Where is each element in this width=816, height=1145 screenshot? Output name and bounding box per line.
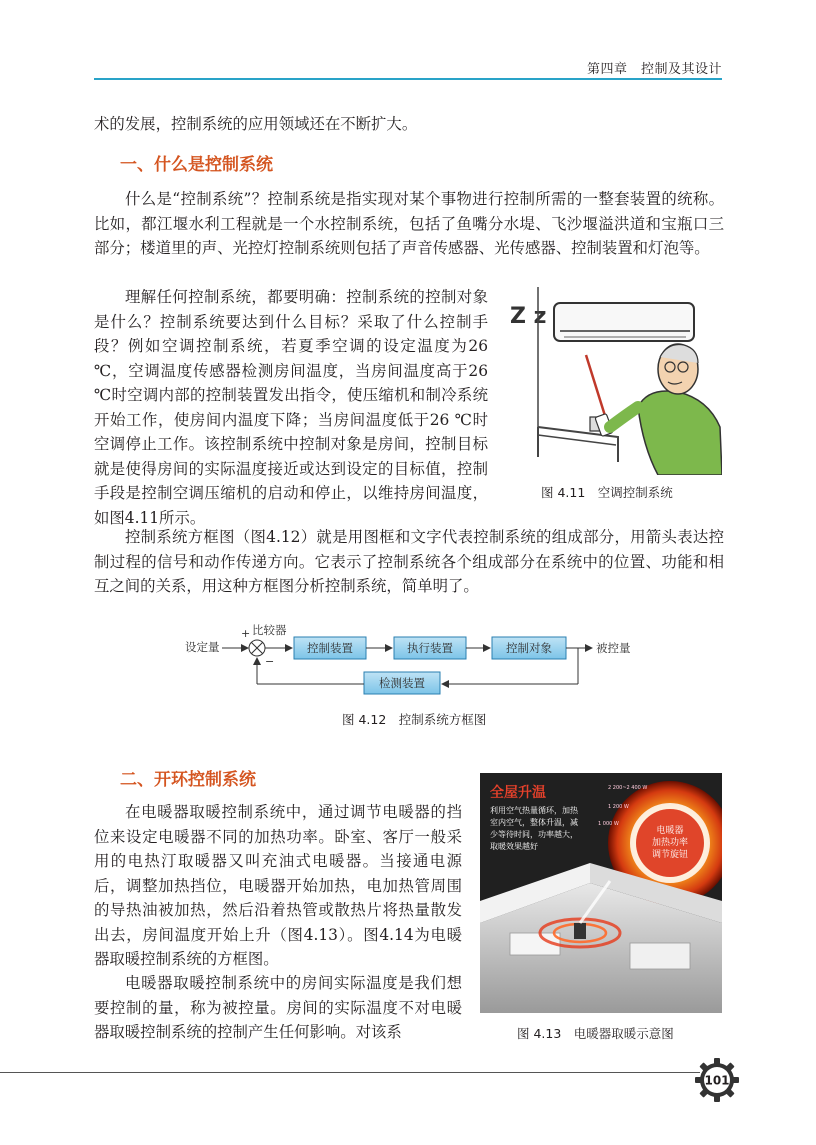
image-text-3: 少等待时间，功率越大， (490, 830, 578, 839)
sleep-zz: Z z (510, 304, 547, 329)
section2-paragraph-1: 在电暖器取暖控制系统中，通过调节电暖器的挡位来设定电暖器不同的加热功率。卧室、客厅一般采用的电热汀取暖器又叫充油式电暖器。当接通电源后，调整加热挡位，电暖器开始加热，电加热管周围的导热油被加热，然后沿着热管或散热片将热量散发出去，房间温度开始上升（图4.13）。图4.14为电暖器取暖控制系统的方框图。 (94, 803, 462, 968)
section-heading-2: 二、开环控制系统 (120, 770, 256, 790)
page-number-gear (694, 1057, 740, 1103)
section1-paragraph-3: 控制系统方框图（图4.12）就是用图框和文字代表控制系统的组成部分，用箭头表达控制过程的信号和动作传递方向。它表示了控制系统各个组成部分在系统中的位置、功能和相互之间的关系，用这种方框图分析控制系统，简单明了。 (94, 528, 724, 595)
page-number: 101 (704, 1073, 730, 1088)
image-text-1: 利用空气热量循环，加热 (490, 806, 578, 815)
header-rule (94, 78, 722, 80)
badge-line-1: 电暖器 (656, 826, 684, 836)
image-title: 全屋升温 (490, 785, 546, 801)
air-conditioner-illustration (508, 287, 722, 475)
figure-4-13-caption: 图 4.13 电暖器取暖示意图 (517, 1026, 674, 1041)
section1-paragraph-1: 什么是“控制系统”？控制系统是指实现对某个事物进行控制所需的一整套装置的统称。比如，都江堰水利工程就是一个水控制系统，包括了鱼嘴分水堤、飞沙堰溢洪道和宝瓶口三部分；楼道里的声、光控灯控制系统则包括了声音传感器、光传感器、控制装置和灯泡等。 (94, 190, 724, 257)
actuator-label: 执行装置 (407, 641, 453, 655)
output-label: 被控量 (596, 641, 631, 655)
section2-paragraph-2: 电暖器取暖控制系统中的房间实际温度是我们想要控制的量，称为被控量。房间的实际温度不对电暖器取暖控制系统的控制产生任何影响。对该系 (94, 974, 462, 1041)
footer-rule (0, 1072, 700, 1073)
badge-line-2: 加热功率 (651, 838, 689, 848)
section-heading-1: 一、什么是控制系统 (120, 155, 273, 175)
ring-label-1: 2 200~2 400 W (608, 785, 648, 791)
image-text-2: 室内空气，整体升温，减 (490, 818, 578, 827)
person-body (638, 391, 722, 475)
chapter-title: 控制及其设计 (640, 62, 722, 77)
remote-signal (586, 355, 606, 419)
controller-label: 控制装置 (307, 641, 353, 655)
heater (574, 923, 586, 939)
heater-illustration (480, 773, 722, 1013)
figure-4-11-caption: 图 4.11 空调控制系统 (541, 485, 673, 500)
minus-sign: − (265, 655, 275, 668)
ac-unit (554, 303, 694, 341)
sensor-label: 检测装置 (379, 676, 425, 690)
chapter-label: 第四章 (586, 62, 628, 77)
image-text-4: 取暖效果越好 (490, 842, 538, 851)
input-label: 设定量 (185, 640, 220, 654)
ring-label-2: 1 200 W (608, 804, 629, 810)
figure-4-12-caption: 图 4.12 控制系统方框图 (342, 712, 487, 727)
plant-label: 控制对象 (506, 641, 552, 655)
section1-paragraph-2: 理解任何控制系统，都要明确：控制系统的控制对象是什么？控制系统要达到什么目标？采取了什么控制手段？例如空调控制系统，若夏季空调的设定温度为26 ℃，空调温度传感器检测房间温度，当房间温度高于26 ℃时空调内部的控制装置发出指令，使压缩机和制冷系统开始工作，使房间内温度下降；当房间温度低于26 ℃时空调停止工作。该控制系统中控制对象是房间，控制目标就是使得房间的实际温度接近或达到设定的目标值，控制手段是控制空调压缩机的启动和停止，以维持房间温度，如图4.11所示。 (94, 288, 488, 527)
badge-line-3: 调节旋钮 (651, 850, 689, 860)
intro-paragraph: 术的发展，控制系统的应用领域还在不断扩大。 (94, 115, 418, 133)
control-block-diagram (180, 620, 650, 695)
comparator-label: 比较器 (252, 623, 287, 637)
plus-sign: + (241, 627, 251, 640)
ring-label-3: 1 000 W (598, 821, 619, 827)
bed (630, 943, 690, 969)
running-header (587, 58, 722, 77)
